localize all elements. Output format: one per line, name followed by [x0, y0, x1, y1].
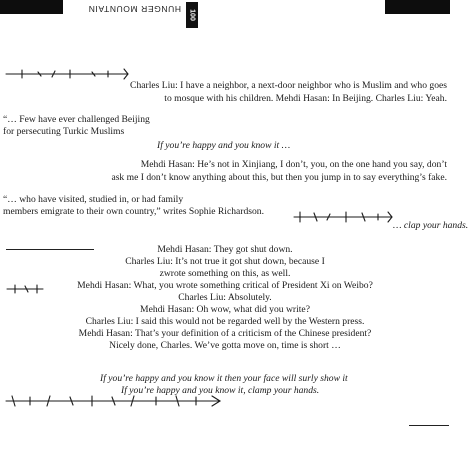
quote2-line2: members emigrate to their own country,” writes Sophie Richardson. — [3, 206, 265, 217]
quote1-line1: “… Few have ever challenged Beijing — [3, 114, 150, 125]
dialogue-line-3: zwrote something on this, as well. — [159, 268, 291, 279]
running-head: HUNGER MOUNTAIN — [88, 4, 181, 14]
quote2-line1: “… who have visited, studied in, or had family — [3, 194, 184, 205]
para1-line2: to mosque with his children. Mehdi Hasan: In Beijing. Charles Liu: Yeah. — [164, 93, 447, 104]
dialogue-line-8: Mehdi Hasan: That’s your definition of a criticism of the Chinese president? — [78, 328, 372, 339]
top-left-black-bar — [0, 0, 63, 14]
deco-line-2-ticks — [300, 212, 392, 222]
deco-line-1-ticks — [22, 69, 128, 79]
dialogue-line-5: Charles Liu: Absolutely. — [178, 292, 272, 303]
dialogue-line-7: Charles Liu: I said this would not be regarded well by the Western press. — [85, 316, 365, 327]
dialogue-line-2: Charles Liu: It’s not true it got shut down, because I — [125, 256, 325, 267]
dialogue-line-9: Nicely done, Charles. We’ve gotta move on, time is short … — [109, 340, 341, 351]
deco-line-4-ticks — [12, 396, 220, 406]
dialogue-line-4: Mehdi Hasan: What, you wrote something critical of President Xi on Weibo? — [77, 280, 373, 291]
quote1-line2: for persecuting Turkic Muslims — [3, 126, 125, 137]
page-number-text: 100 — [188, 9, 196, 21]
dialogue-line-6: Mehdi Hasan: Oh wow, what did you write? — [140, 304, 310, 315]
rule-bottom-right — [409, 425, 449, 426]
song-line-3: If you’re happy and you know it, clamp your hands. — [121, 385, 320, 396]
top-right-black-bar — [385, 0, 450, 14]
song-line-2: If you’re happy and you know it then your face will surly show it — [100, 373, 348, 384]
page-number — [186, 2, 198, 28]
para2-line1: Mehdi Hasan: He’s not in Xinjiang, I don’t, you, on the one hand you say, don’t — [140, 159, 447, 170]
clap-line: … clap your hands. — [393, 220, 468, 231]
para1-line1: Charles Liu: I have a neighbor, a next-door neighbor who is Muslim and who goes — [130, 80, 447, 91]
song-line-1: If you’re happy and you know it … — [157, 140, 291, 151]
para2-line2: ask me I don’t know anything about this, but then you jump in to say everything’s fake. — [111, 172, 447, 183]
dialogue-line-1: Mehdi Hasan: They got shut down. — [157, 244, 293, 255]
